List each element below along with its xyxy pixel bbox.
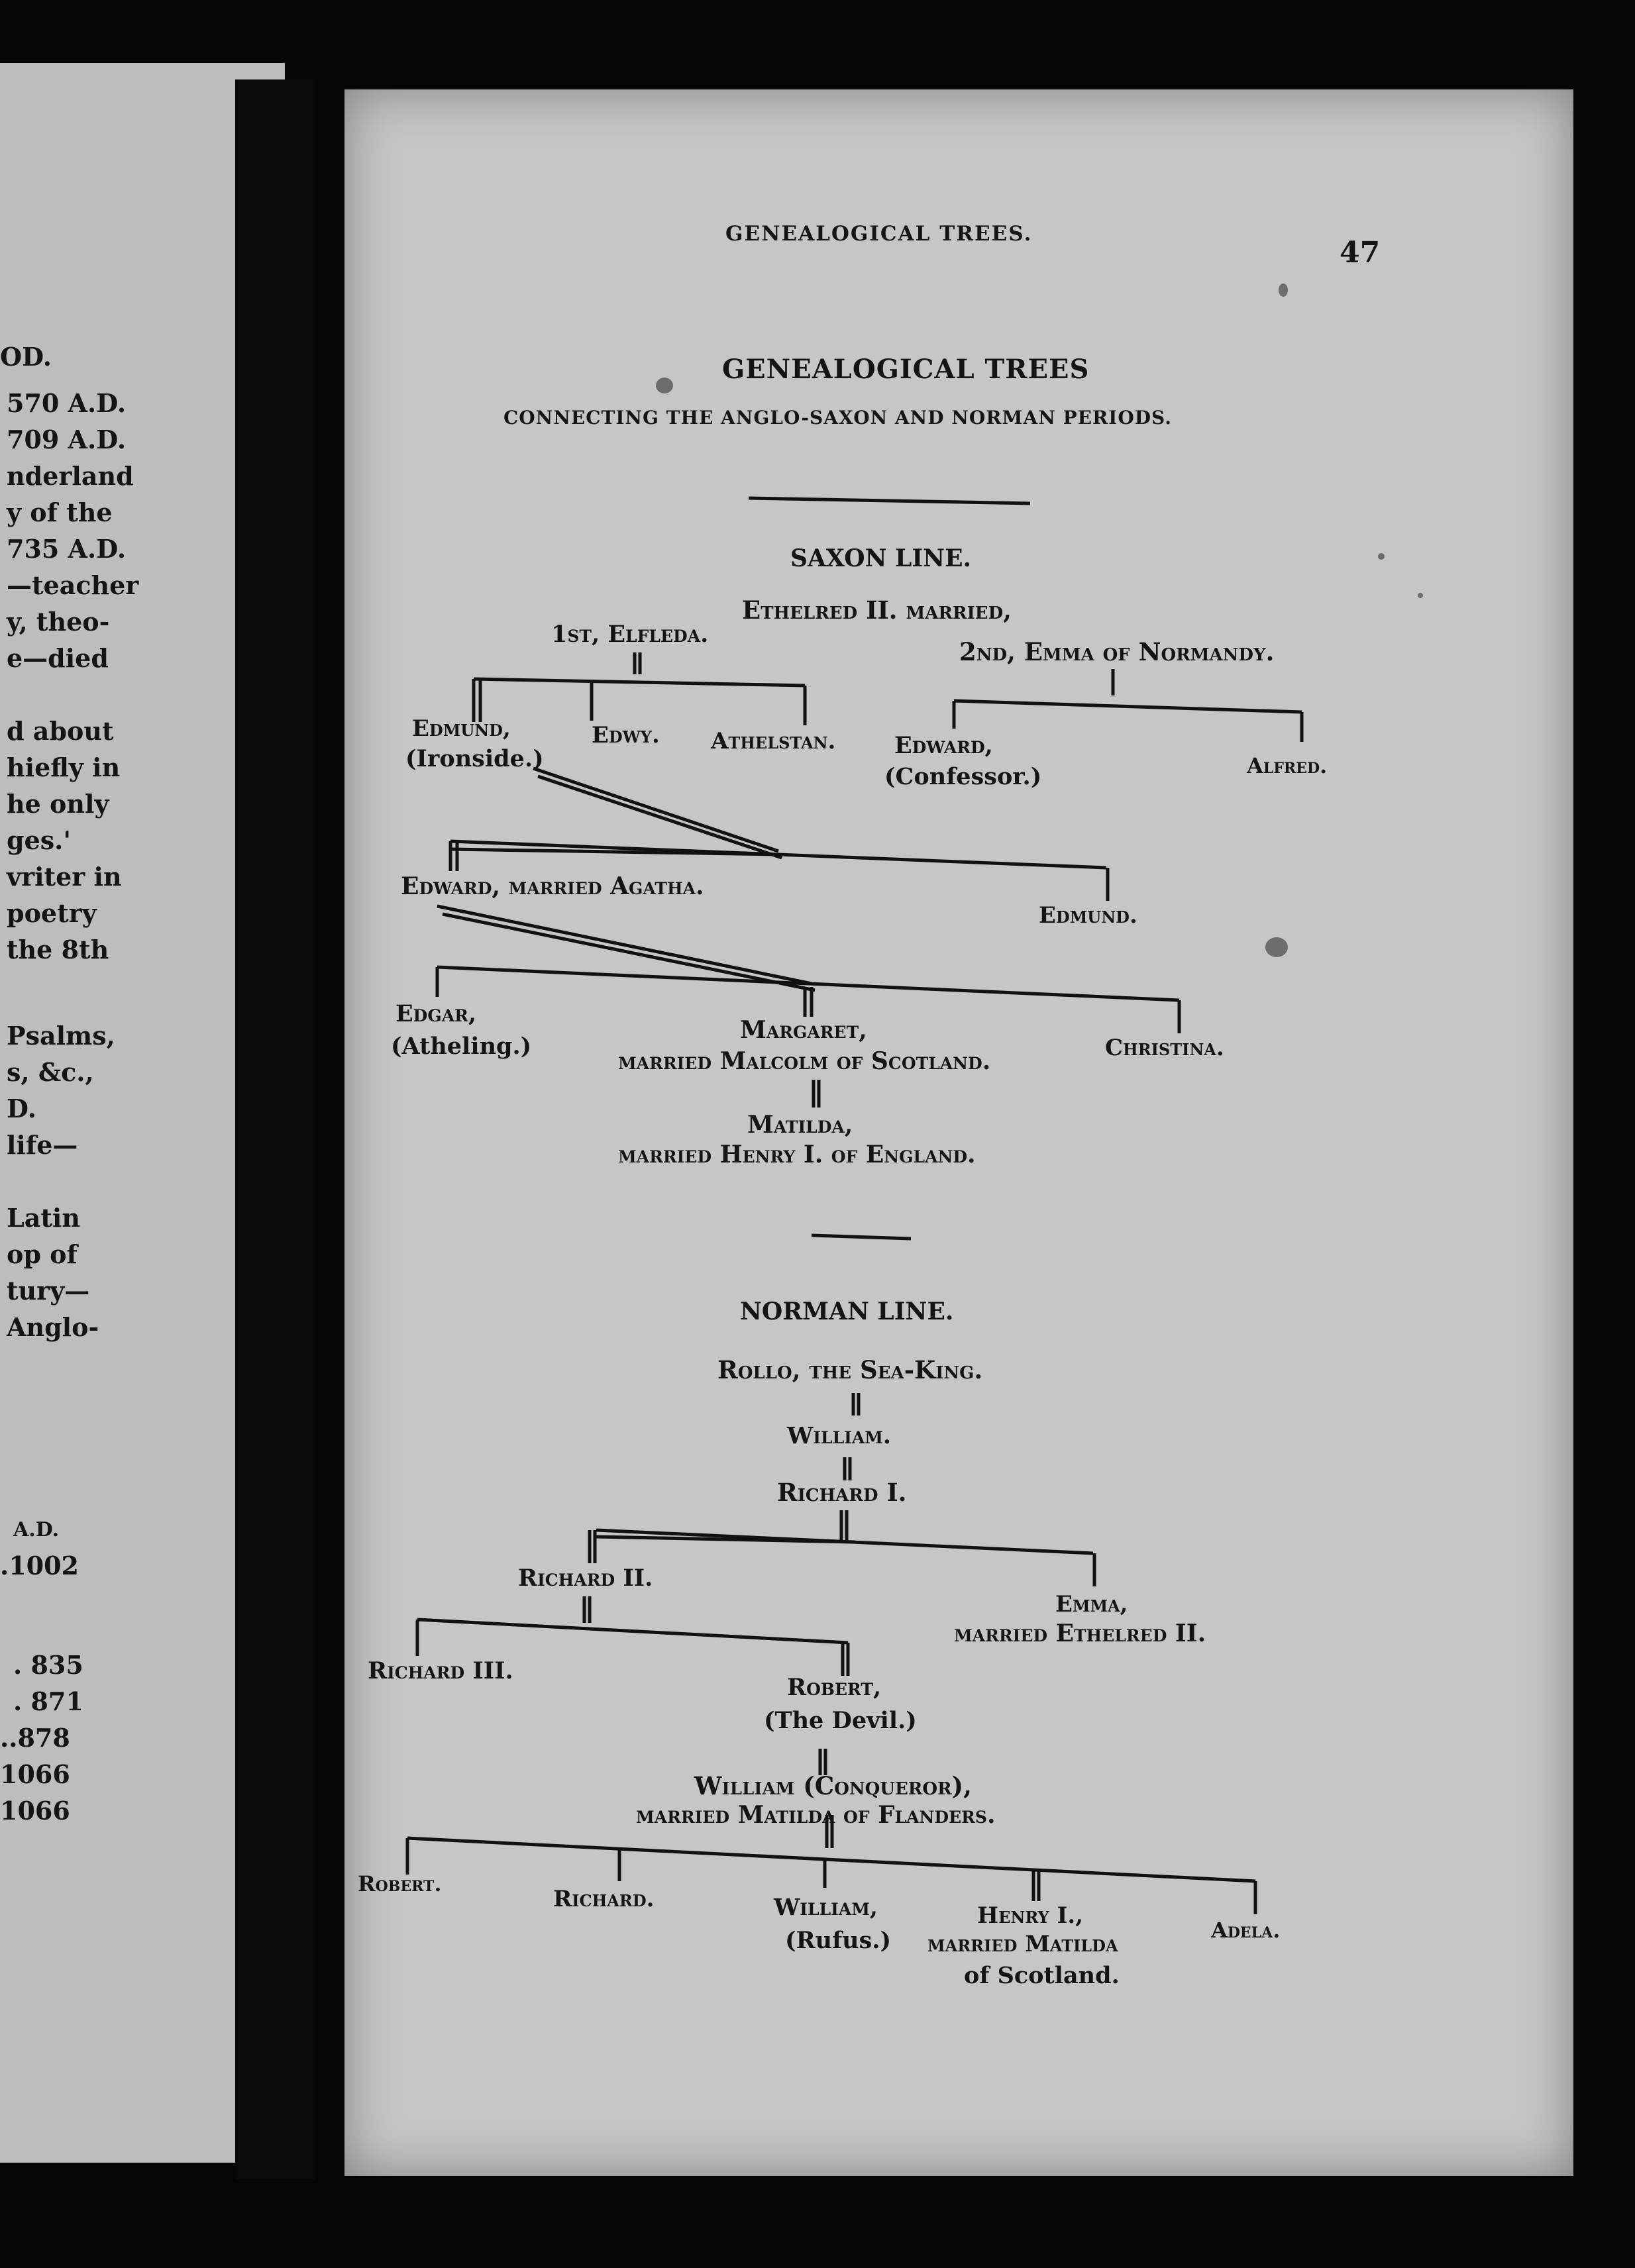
margaret: Margaret,: [740, 1016, 867, 1044]
henry-i-note-2: of Scotland.: [964, 1962, 1120, 1989]
rollo: Rollo, the Sea-King.: [717, 1355, 983, 1384]
robert-note: (The Devil.): [764, 1707, 917, 1734]
matilda: Matilda,: [747, 1111, 853, 1139]
edgar-note: (Atheling.): [391, 1033, 532, 1060]
edgar: Edgar,: [396, 1000, 477, 1027]
margaret-note: married Malcolm of Scotland.: [618, 1047, 991, 1075]
alfred: Alfred.: [1247, 753, 1328, 778]
ethelred-ii: Ethelred II. married,: [742, 595, 1012, 625]
edward-married-agatha: Edward, married Agatha.: [401, 872, 704, 900]
left-page-fragment: Psalms,: [7, 1021, 115, 1051]
left-page-fragment: ges.': [7, 825, 72, 855]
title-rule: [749, 498, 1030, 503]
william-conqueror: William (Conqueror),: [694, 1771, 973, 1800]
emma-note: married Ethelred II.: [954, 1620, 1206, 1647]
left-page-fragment: hiefly in: [7, 752, 121, 782]
william-rufus-note: (Rufus.): [785, 1927, 892, 1954]
left-page-fragment: 1066: [0, 1759, 70, 1789]
emma: Emma,: [1055, 1591, 1128, 1618]
edmund: Edmund.: [1039, 902, 1137, 929]
left-page-fragment: d about: [7, 716, 114, 746]
adela: Adela.: [1211, 1918, 1281, 1943]
norman-line-heading: NORMAN LINE.: [740, 1298, 954, 1325]
matilda-note: married Henry I. of England.: [618, 1141, 976, 1168]
edwy: Edwy.: [592, 722, 660, 748]
left-page-fragment: the 8th: [7, 935, 109, 964]
robert: Robert,: [787, 1674, 882, 1701]
main-title: GENEALOGICAL TREES: [722, 354, 1090, 385]
richard-ii: Richard II.: [518, 1565, 653, 1592]
left-page-fragment: 1066: [0, 1796, 70, 1826]
sibling-bar: [417, 1620, 848, 1643]
left-page-fragment: y of the: [7, 497, 113, 527]
left-page-fragment: vriter in: [7, 862, 122, 892]
edward-confessor-note: (Confessor.): [884, 763, 1042, 790]
left-page-fragment: Latin: [7, 1203, 80, 1233]
william-conqueror-note: married Matilda of Flanders.: [636, 1801, 996, 1829]
richard-i: Richard I.: [777, 1478, 907, 1507]
page-number: 47: [1340, 236, 1381, 270]
left-page-fragment: ..878: [0, 1723, 70, 1753]
first-wife-elfleda: 1st, Elfleda.: [551, 621, 709, 648]
left-page-fragment: nderland: [7, 461, 134, 491]
left-page-fragment: OD.: [0, 342, 52, 372]
left-page-fragment: —teacher: [7, 570, 139, 600]
saxon-line-heading: SAXON LINE.: [790, 544, 972, 572]
richard-son: Richard.: [553, 1886, 655, 1912]
left-page-fragment: A.D.: [13, 1518, 60, 1541]
sibling-bar: [474, 679, 805, 686]
edmund-ironside-note: (Ironside.): [405, 745, 544, 772]
left-page-fragment: life—: [7, 1130, 78, 1160]
edmund-ironside: Edmund,: [412, 715, 511, 742]
athelstan: Athelstan.: [711, 728, 836, 754]
left-page-fragment: y, theo-: [7, 607, 110, 637]
richard-iii: Richard III.: [368, 1657, 513, 1684]
christina: Christina.: [1105, 1035, 1224, 1061]
second-wife-emma: 2nd, Emma of Normandy.: [959, 637, 1275, 666]
left-page-fragment: poetry: [7, 898, 97, 928]
left-page-fragment: 570 A.D.: [7, 388, 127, 418]
running-title: GENEALOGICAL TREES.: [725, 222, 1033, 246]
descent-diagonal: [437, 906, 812, 984]
left-page-fragment: op of: [7, 1239, 78, 1269]
left-page-fragment: he only: [7, 789, 109, 819]
left-page-fragment: tury—: [7, 1276, 90, 1306]
william-rufus: William,: [774, 1894, 878, 1921]
section-rule: [812, 1235, 911, 1239]
william: William.: [787, 1422, 892, 1449]
robert-son: Robert.: [358, 1871, 442, 1896]
sibling-bar: [437, 967, 1179, 1000]
left-page-fragment: s, &c.,: [7, 1057, 94, 1087]
henry-i: Henry I.,: [977, 1902, 1084, 1929]
descent-diagonal: [533, 768, 778, 851]
subtitle: CONNECTING THE ANGLO-SAXON AND NORMAN PERIODS.: [503, 407, 1172, 429]
left-page-fragment: Anglo-: [7, 1312, 99, 1342]
left-page-fragment: 709 A.D.: [7, 425, 127, 454]
left-page-fragment: D.: [7, 1094, 36, 1123]
edward-confessor: Edward,: [894, 732, 993, 759]
henry-i-note: married Matilda: [927, 1931, 1118, 1957]
left-page-fragment: e—died: [7, 643, 109, 673]
left-page-fragment: .1002: [0, 1551, 79, 1580]
left-page-fragment: . 871: [13, 1686, 83, 1716]
left-page-fragment: . 835: [13, 1650, 83, 1680]
sibling-bar: [954, 701, 1302, 712]
left-page-fragment: 735 A.D.: [7, 534, 127, 564]
